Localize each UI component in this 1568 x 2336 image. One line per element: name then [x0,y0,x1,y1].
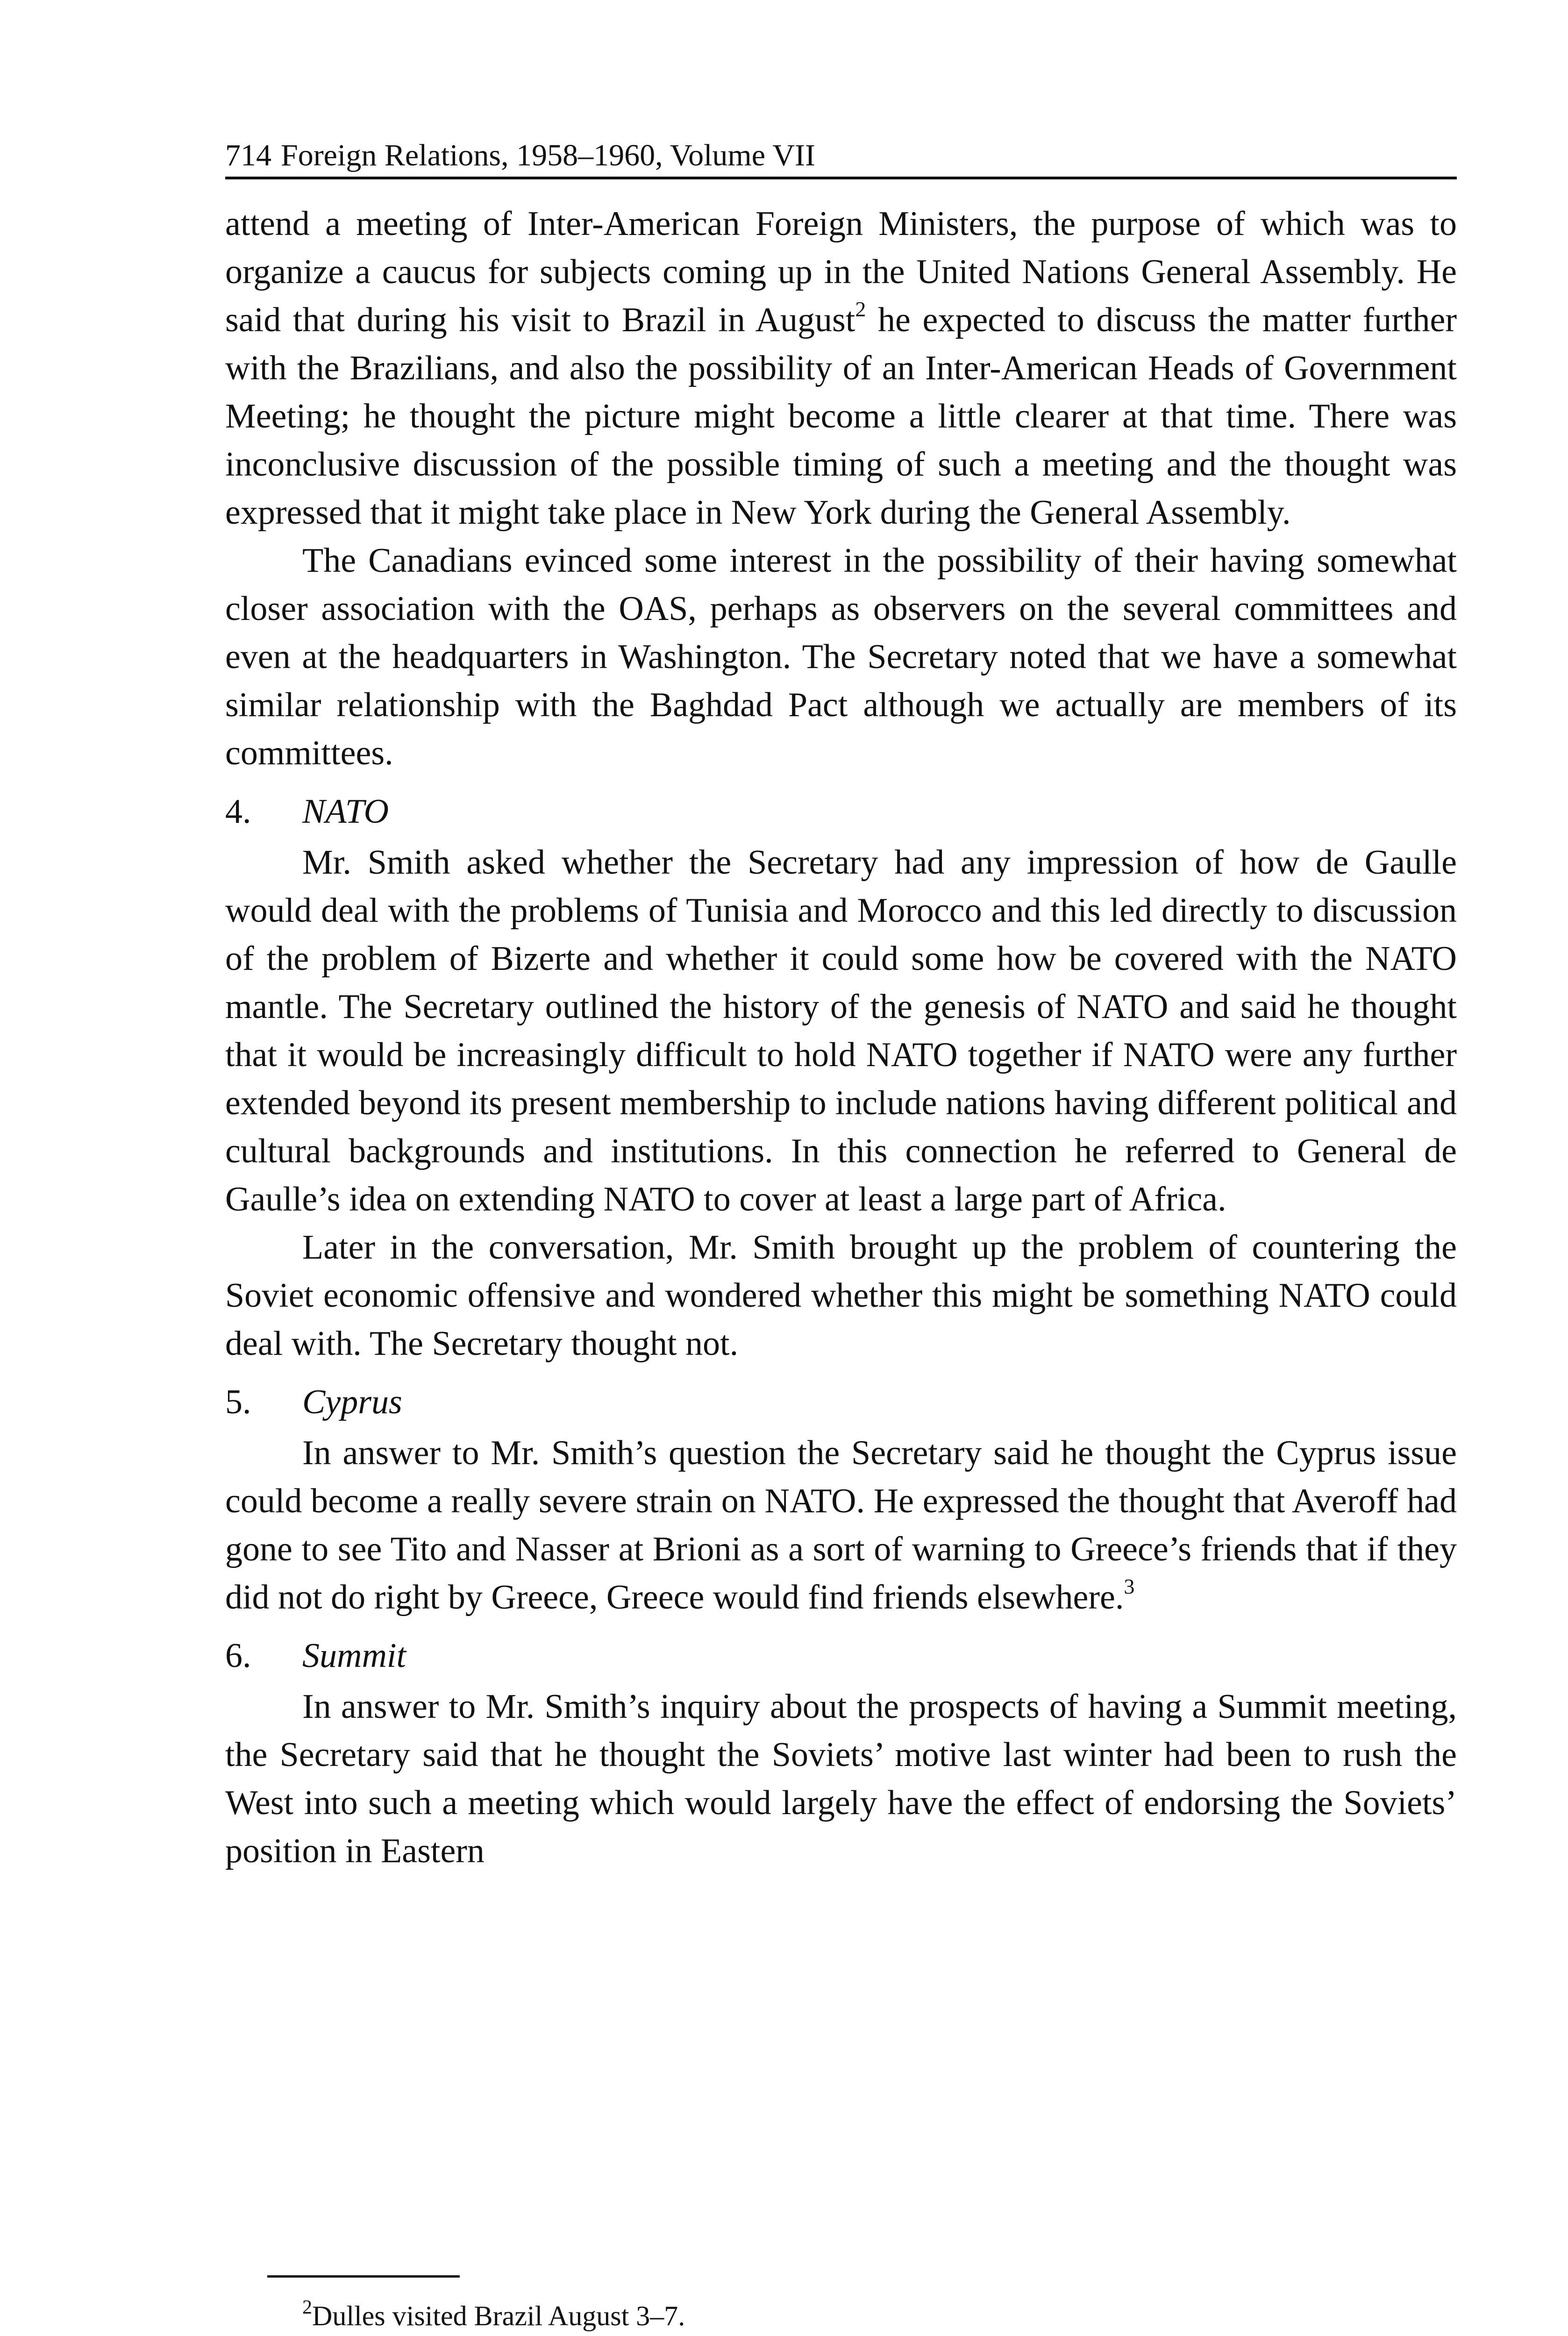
paragraph-5-text: In answer to Mr. Smith’s question the Secretary said he thought the Cyprus issue could become a really severe strain on NATO. He expressed the thought that Averoff had gone to see Tito and Nasser at Brioni as a sort of warning to Greece’s friends that if they did not do right by Greece, Greece would find friends elsewhere. [225,1434,1457,1617]
paragraph-4: Later in the conversation, Mr. Smith brought up the problem of countering the Soviet economic offensive and wondered whether this might be something NATO could deal with. The Secretary thought not. [225,1228,1457,1363]
page-number: 714 [225,138,271,172]
footnote-2 [225,2296,1457,2336]
section-title: NATO [302,792,389,831]
footnote-ref-2: 2 [855,297,866,321]
page [225,140,1457,1875]
footnote-ref-3: 3 [1124,1574,1135,1599]
paragraph-1 [225,200,1457,537]
running-title: Foreign Relations, 1958–1960, Volume VII [281,138,815,172]
body-text [225,200,1457,1875]
section-heading-summit [225,1632,1457,1680]
section-title: Cyprus [302,1383,402,1421]
paragraph-3: Mr. Smith asked whether the Secretary had any impression of how de Gaulle would deal with the problems of Tunisia and Morocco and this led directly to discussion of the problem of Bizerte and whether it could some how be covered with the NATO mantle. The Secretary outlined the history of the genesis of NATO and said he thought that it would be increasingly difficult to hold NATO together if NATO were any further extended beyond its present membership to include nations having different political and cultural backgrounds and institutions. In this connection he referred to General de Gaulle’s idea on extending NATO to cover at least a large part of Africa. [225,843,1457,1218]
section-heading-cyprus [225,1378,1457,1426]
footnote-text: Dulles visited Brazil August 3–7. [312,2300,685,2331]
paragraph-6: In answer to Mr. Smith’s inquiry about the prospects of having a Summit meeting, the Secretary said that he thought the Soviets’ motive last winter had been to rush the West into such a meeting which would largely have the effect of endorsing the Soviets’ position in Eastern [225,1688,1457,1870]
section-number: 6. [225,1637,251,1675]
footnote-divider [267,2275,460,2278]
paragraph-1-part-b: he expected to discuss the matter further with the Brazilians, and also the possibility of an Inter-American Heads of Government Meeting; he thought the picture might become a little clearer at that time. There was inconclusive discussion of the possible timing of such a meeting and the thought was expressed that it might take place in New York during the General Assembly. [225,301,1457,532]
running-header [225,140,1457,179]
section-title: Summit [302,1637,406,1675]
paragraph-1-part-a: attend a meeting of Inter-American Foreign Ministers, the purpose of which was to organize a caucus for subjects coming up in the United Nations General Assembly. He said that during his visit to Brazil in August [225,205,1457,339]
paragraph-2: The Canadians evinced some interest in the possibility of their having somewhat closer association with the OAS, perhaps as observers on the several committees and even at the headquarters in Washington. The Secretary noted that we have a somewhat similar relationship with the Baghdad Pact although we actually are members of its committees. [225,541,1457,772]
section-heading-nato [225,788,1457,836]
section-number: 5. [225,1383,251,1421]
section-number: 4. [225,792,251,831]
footnotes [225,2275,1457,2336]
paragraph-5 [225,1429,1457,1622]
footnote-marker: 2 [302,2297,312,2318]
